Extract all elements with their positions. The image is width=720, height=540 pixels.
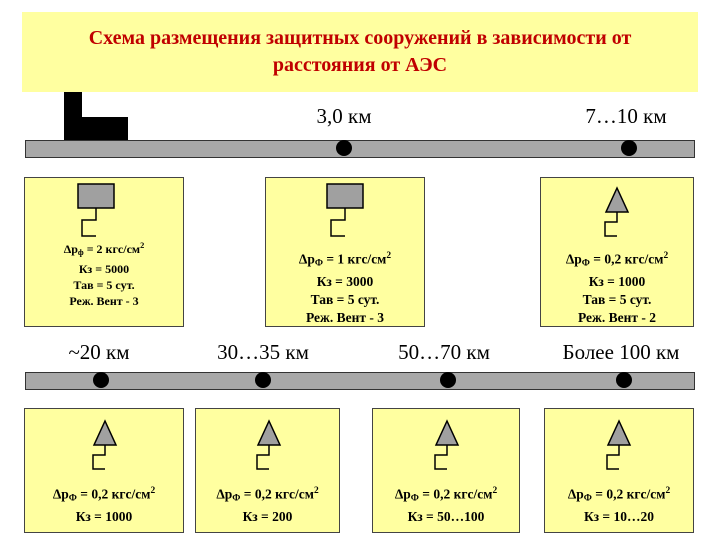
shelter-card xyxy=(24,408,184,533)
distance-axis-1 xyxy=(25,140,695,158)
distance-marker xyxy=(93,372,109,388)
shelter-card xyxy=(372,408,520,533)
distance-label: ~20 км xyxy=(68,340,130,364)
overpressure-text: $\Delta р_Ф = 0,2$ кгс/$см^2$ xyxy=(216,486,319,504)
protection-factor-text: Кз = 200 xyxy=(242,508,293,524)
distance-marker xyxy=(621,140,637,156)
overpressure-text: $\Delta р_Ф = 0,2$ кгс/$см^2$ xyxy=(52,486,156,504)
distance-label: Более 100 км xyxy=(562,340,680,364)
distance-label: 50…70 км xyxy=(398,340,490,364)
radiation-shelter-icon xyxy=(419,415,475,475)
shelter-card xyxy=(544,408,694,533)
radiation-shelter-icon xyxy=(241,415,297,475)
shelter-icon xyxy=(315,182,371,242)
radiation-shelter-icon xyxy=(77,415,133,475)
ventilation-mode-text: Реж. Вент - 2 xyxy=(577,309,656,325)
radiation-shelter-icon xyxy=(589,182,645,242)
title-line-1: Схема размещения защитных сооружений в зависимости от xyxy=(88,27,632,49)
overpressure-text: $\Delta р_Ф = 0,2$ кгс/$см^2$ xyxy=(394,486,498,504)
distance-label: 3,0 км xyxy=(316,104,372,128)
autonomy-text: Тав = 5 сут. xyxy=(582,291,652,307)
ventilation-mode-text: Реж. Вент - 3 xyxy=(305,309,384,325)
title-line-2: расстояния от АЭС xyxy=(272,54,448,76)
protection-factor-text: Кз = 50…100 xyxy=(407,508,485,524)
distance-marker xyxy=(440,372,456,388)
title-panel xyxy=(22,12,698,92)
power-plant-building xyxy=(64,117,128,140)
autonomy-text: Тав = 5 сут. xyxy=(73,278,135,292)
protection-factor-text: Кз = 5000 xyxy=(78,262,130,276)
shelter-card xyxy=(540,177,694,327)
ventilation-mode-text: Реж. Вент - 3 xyxy=(69,294,139,308)
overpressure-text: $\Delta р_ф = 2$ кгс/$см^2$ xyxy=(63,241,145,257)
overpressure-text: $\Delta р_Ф = 0,2$ кгс/$см^2$ xyxy=(565,251,669,269)
overpressure-text: $\Delta р_Ф = 0,2$ кгс/$см^2$ xyxy=(567,486,671,504)
radiation-shelter-icon xyxy=(591,415,647,475)
distance-axis-2 xyxy=(25,372,695,390)
shelter-card xyxy=(195,408,340,533)
distance-label: 30…35 км xyxy=(217,340,309,364)
distance-marker xyxy=(336,140,352,156)
overpressure-text: $\Delta р_Ф = 1$ кгс/$см^2$ xyxy=(298,251,392,269)
protection-factor-text: Кз = 3000 xyxy=(316,273,374,289)
protection-factor-text: Кз = 10…20 xyxy=(584,508,654,524)
distance-marker xyxy=(255,372,271,388)
shelter-card xyxy=(24,177,184,327)
distance-label: 7…10 км xyxy=(585,104,667,128)
shelter-card xyxy=(265,177,425,327)
autonomy-text: Тав = 5 сут. xyxy=(310,291,380,307)
protection-factor-text: Кз = 1000 xyxy=(75,508,133,524)
distance-marker xyxy=(616,372,632,388)
protection-factor-text: Кз = 1000 xyxy=(588,273,646,289)
shelter-icon xyxy=(66,182,122,242)
